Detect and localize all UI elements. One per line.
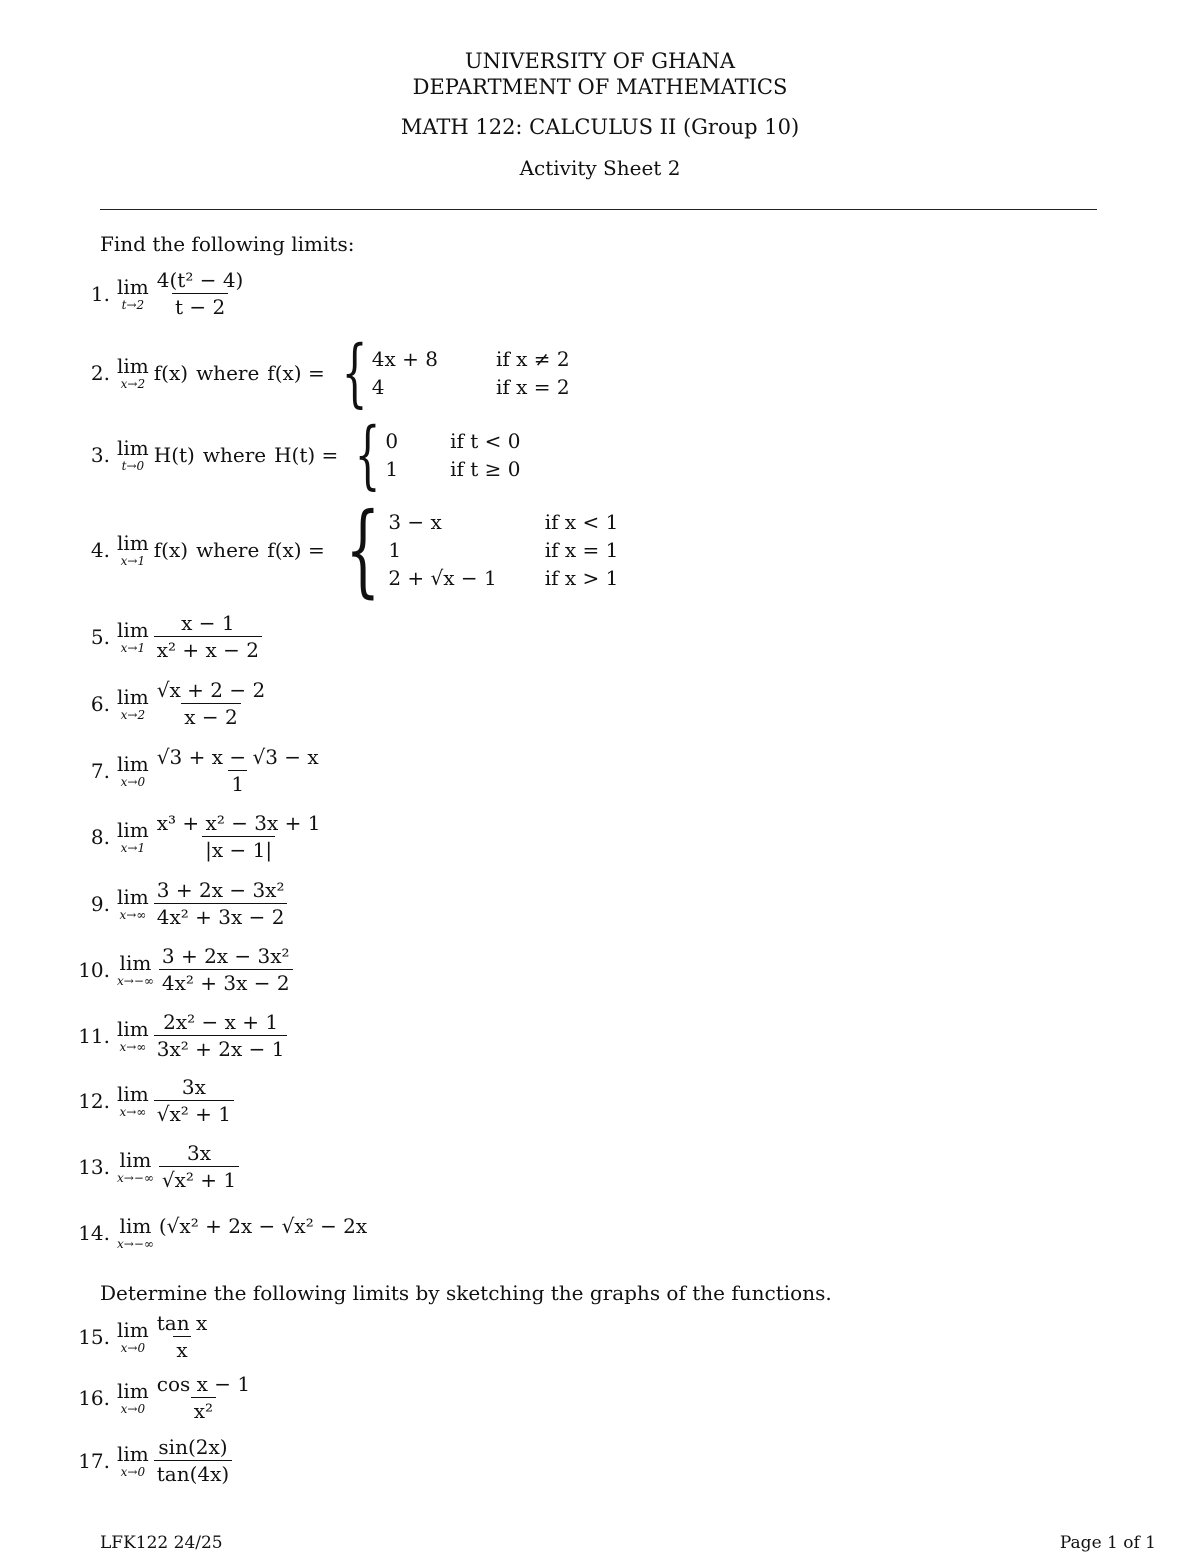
- section-1-intro: Find the following limits:: [100, 232, 355, 256]
- numerator: 2x² − x + 1: [163, 1010, 279, 1034]
- university-name: UNIVERSITY OF GHANA: [464, 49, 736, 73]
- fraction: [154, 1437, 232, 1484]
- limit-operator: [117, 1441, 149, 1479]
- limit-operator: [117, 356, 149, 390]
- limit-subscript: x→∞: [119, 1104, 147, 1119]
- lim-word: lim: [117, 617, 149, 642]
- problem-3: [60, 412, 521, 498]
- lim-word: lim: [117, 817, 149, 842]
- limit-operator: [117, 274, 149, 312]
- limit-subscript: x→−∞: [117, 973, 154, 988]
- limit-subscript: x→∞: [119, 907, 147, 922]
- problem-number: 7.: [90, 758, 110, 783]
- lim-word: lim: [117, 684, 149, 709]
- limit-subscript: x→1: [120, 640, 146, 655]
- denominator: t − 2: [172, 293, 228, 317]
- function-lhs: H(t) =: [274, 443, 339, 467]
- numerator: x³ + x² − 3x + 1: [156, 811, 321, 835]
- problem-number: 12.: [78, 1088, 110, 1113]
- piecewise-definition: [331, 330, 570, 416]
- limit-subscript: x→−∞: [117, 1237, 154, 1251]
- problem-8: [60, 813, 324, 860]
- fraction: [154, 1012, 288, 1059]
- limit-operator: [117, 1317, 149, 1355]
- problem-number: 4.: [90, 538, 110, 562]
- department-name: DEPARTMENT OF MATHEMATICS: [412, 75, 788, 99]
- limit-operator: [117, 684, 149, 722]
- lim-word: lim: [117, 1441, 149, 1466]
- denominator: √x² + 1: [159, 1166, 239, 1190]
- where-word: where: [196, 538, 260, 562]
- case-condition: if x = 2: [496, 375, 570, 399]
- limit-operator: [117, 884, 149, 922]
- lim-word: lim: [117, 1016, 149, 1041]
- numerator: 4(t² − 4): [156, 268, 244, 292]
- lim-word: lim: [117, 751, 149, 776]
- case-value: 2 + √x − 1: [388, 566, 497, 590]
- denominator: x² + x − 2: [154, 636, 262, 660]
- footer-page-number: Page 1 of 1: [1059, 1533, 1156, 1553]
- problem-9: [60, 880, 287, 927]
- numerator: 3x: [181, 1075, 206, 1099]
- limit-subscript: x→0: [120, 1401, 146, 1416]
- fraction: [159, 1143, 239, 1190]
- limit-subscript: x→0: [120, 1340, 146, 1355]
- case-condition: if t < 0: [450, 429, 521, 453]
- fraction: [154, 1077, 234, 1124]
- limit-operator: [117, 1016, 149, 1054]
- limit-subscript: x→1: [120, 554, 146, 568]
- limit-operator: [117, 1147, 154, 1185]
- sheet-title: Activity Sheet 2: [519, 156, 681, 180]
- problem-6: [60, 680, 268, 727]
- limit-subscript: x→2: [120, 707, 146, 722]
- limit-operator: [117, 438, 149, 472]
- problem-13: [60, 1143, 239, 1190]
- left-brace-icon: {: [345, 491, 381, 608]
- problem-number: 1.: [90, 281, 110, 306]
- limit-subscript: x→−∞: [117, 1170, 154, 1185]
- piecewise-definition: [344, 412, 521, 498]
- problem-number: 5.: [90, 624, 110, 649]
- problem-2: [60, 330, 570, 416]
- lim-word: lim: [117, 274, 149, 299]
- section-2-intro: Determine the following limits by sketching the graphs of the functions.: [100, 1281, 832, 1305]
- numerator: cos x − 1: [156, 1372, 251, 1396]
- lim-word: lim: [117, 354, 149, 378]
- footer-course-code: LFK122 24/25: [100, 1533, 223, 1553]
- numerator: tan x: [156, 1311, 208, 1335]
- problem-number: 10.: [78, 957, 110, 982]
- denominator: 1: [228, 770, 247, 794]
- piecewise-definition: [331, 491, 619, 608]
- denominator: 4x² + 3x − 2: [159, 969, 293, 993]
- denominator: |x − 1|: [202, 836, 275, 860]
- where-word: where: [196, 361, 260, 385]
- lim-word: lim: [117, 436, 149, 460]
- problem-15: [60, 1313, 210, 1360]
- fraction: [154, 613, 262, 660]
- problem-10: [60, 946, 293, 993]
- limit-expression: f(x): [153, 538, 189, 562]
- lim-word: lim: [119, 1214, 152, 1238]
- problem-number: 8.: [90, 824, 110, 849]
- denominator: √x² + 1: [154, 1100, 234, 1124]
- fraction: [159, 946, 293, 993]
- fraction: [154, 680, 268, 727]
- case-value: 3 − x: [388, 510, 442, 534]
- limit-subscript: x→0: [120, 774, 146, 789]
- case-condition: if x < 1: [544, 510, 619, 534]
- problem-number: 11.: [78, 1023, 110, 1048]
- problem-number: 16.: [78, 1385, 110, 1410]
- fraction: [154, 1313, 210, 1360]
- limit-subscript: x→0: [120, 1464, 146, 1479]
- lim-word: lim: [117, 1081, 149, 1106]
- problem-number: 6.: [90, 691, 110, 716]
- problem-14: [60, 1216, 367, 1250]
- limit-subscript: x→1: [120, 840, 146, 855]
- fraction: [154, 880, 288, 927]
- problem-number: 3.: [90, 443, 110, 467]
- limit-operator: [117, 533, 149, 567]
- case-value: 4: [371, 375, 385, 399]
- problem-number: 15.: [78, 1324, 110, 1349]
- lim-word: lim: [117, 531, 149, 555]
- numerator: 3 + 2x − 3x²: [161, 944, 290, 968]
- fraction: [154, 747, 322, 794]
- limit-subscript: x→2: [120, 377, 146, 391]
- fraction: [154, 813, 324, 860]
- limit-operator: [117, 617, 149, 655]
- problem-number: 17.: [78, 1448, 110, 1473]
- problem-1: [60, 270, 246, 317]
- denominator: tan(4x): [154, 1460, 232, 1484]
- problem-17: [60, 1437, 232, 1484]
- where-word: where: [202, 443, 267, 467]
- denominator: x²: [191, 1397, 216, 1421]
- denominator: 4x² + 3x − 2: [154, 903, 288, 927]
- limit-subscript: t→0: [121, 459, 145, 473]
- denominator: x − 2: [181, 703, 240, 727]
- numerator: 3x: [186, 1141, 211, 1165]
- limit-operator: [117, 1216, 154, 1250]
- limit-subscript: x→∞: [119, 1039, 147, 1054]
- numerator: sin(2x): [158, 1435, 228, 1459]
- denominator: 3x² + 2x − 1: [154, 1035, 288, 1059]
- case-value: 1: [388, 538, 402, 562]
- limit-subscript: t→2: [121, 297, 145, 312]
- problem-number: 14.: [78, 1221, 110, 1245]
- numerator: √x + 2 − 2: [156, 678, 266, 702]
- case-value: 4x + 8: [371, 347, 438, 371]
- limit-operator: [117, 950, 154, 988]
- case-value: 0: [385, 429, 399, 453]
- fraction: [154, 270, 247, 317]
- limit-operator: [117, 1081, 149, 1119]
- limit-expression: f(x): [153, 361, 189, 385]
- problem-number: 9.: [90, 891, 110, 916]
- function-lhs: f(x) =: [267, 538, 325, 562]
- limit-operator: [117, 817, 149, 855]
- case-condition: if x ≠ 2: [496, 347, 570, 371]
- left-brace-icon: {: [354, 412, 381, 498]
- case-value: 1: [385, 457, 399, 481]
- problem-7: [60, 747, 322, 794]
- limit-expression: H(t): [153, 443, 195, 467]
- numerator: √3 + x − √3 − x: [156, 745, 319, 769]
- problem-4: [60, 491, 619, 608]
- lim-word: lim: [119, 950, 152, 975]
- numerator: 3 + 2x − 3x²: [156, 878, 285, 902]
- case-condition: if x > 1: [544, 566, 619, 590]
- numerator: x − 1: [181, 611, 235, 635]
- problem-number: 2.: [90, 361, 110, 385]
- left-brace-icon: {: [341, 330, 368, 416]
- problem-number: 13.: [78, 1154, 110, 1179]
- lim-word: lim: [117, 1317, 149, 1342]
- function-lhs: f(x) =: [267, 361, 325, 385]
- lim-word: lim: [117, 1378, 149, 1403]
- case-condition: if t ≥ 0: [450, 457, 521, 481]
- limit-operator: [117, 1378, 149, 1416]
- problem-5: [60, 613, 262, 660]
- header-rule: [100, 209, 1097, 210]
- problem-11: [60, 1012, 287, 1059]
- lim-word: lim: [117, 884, 149, 909]
- case-condition: if x = 1: [544, 538, 619, 562]
- lim-word: lim: [119, 1147, 152, 1172]
- limit-expression: (√x² + 2x − √x² − 2x: [158, 1214, 368, 1238]
- problem-12: [60, 1077, 234, 1124]
- course-title: MATH 122: CALCULUS II (Group 10): [400, 115, 800, 139]
- denominator: x: [173, 1336, 190, 1360]
- problem-16: [60, 1374, 253, 1421]
- fraction: [154, 1374, 253, 1421]
- limit-operator: [117, 751, 149, 789]
